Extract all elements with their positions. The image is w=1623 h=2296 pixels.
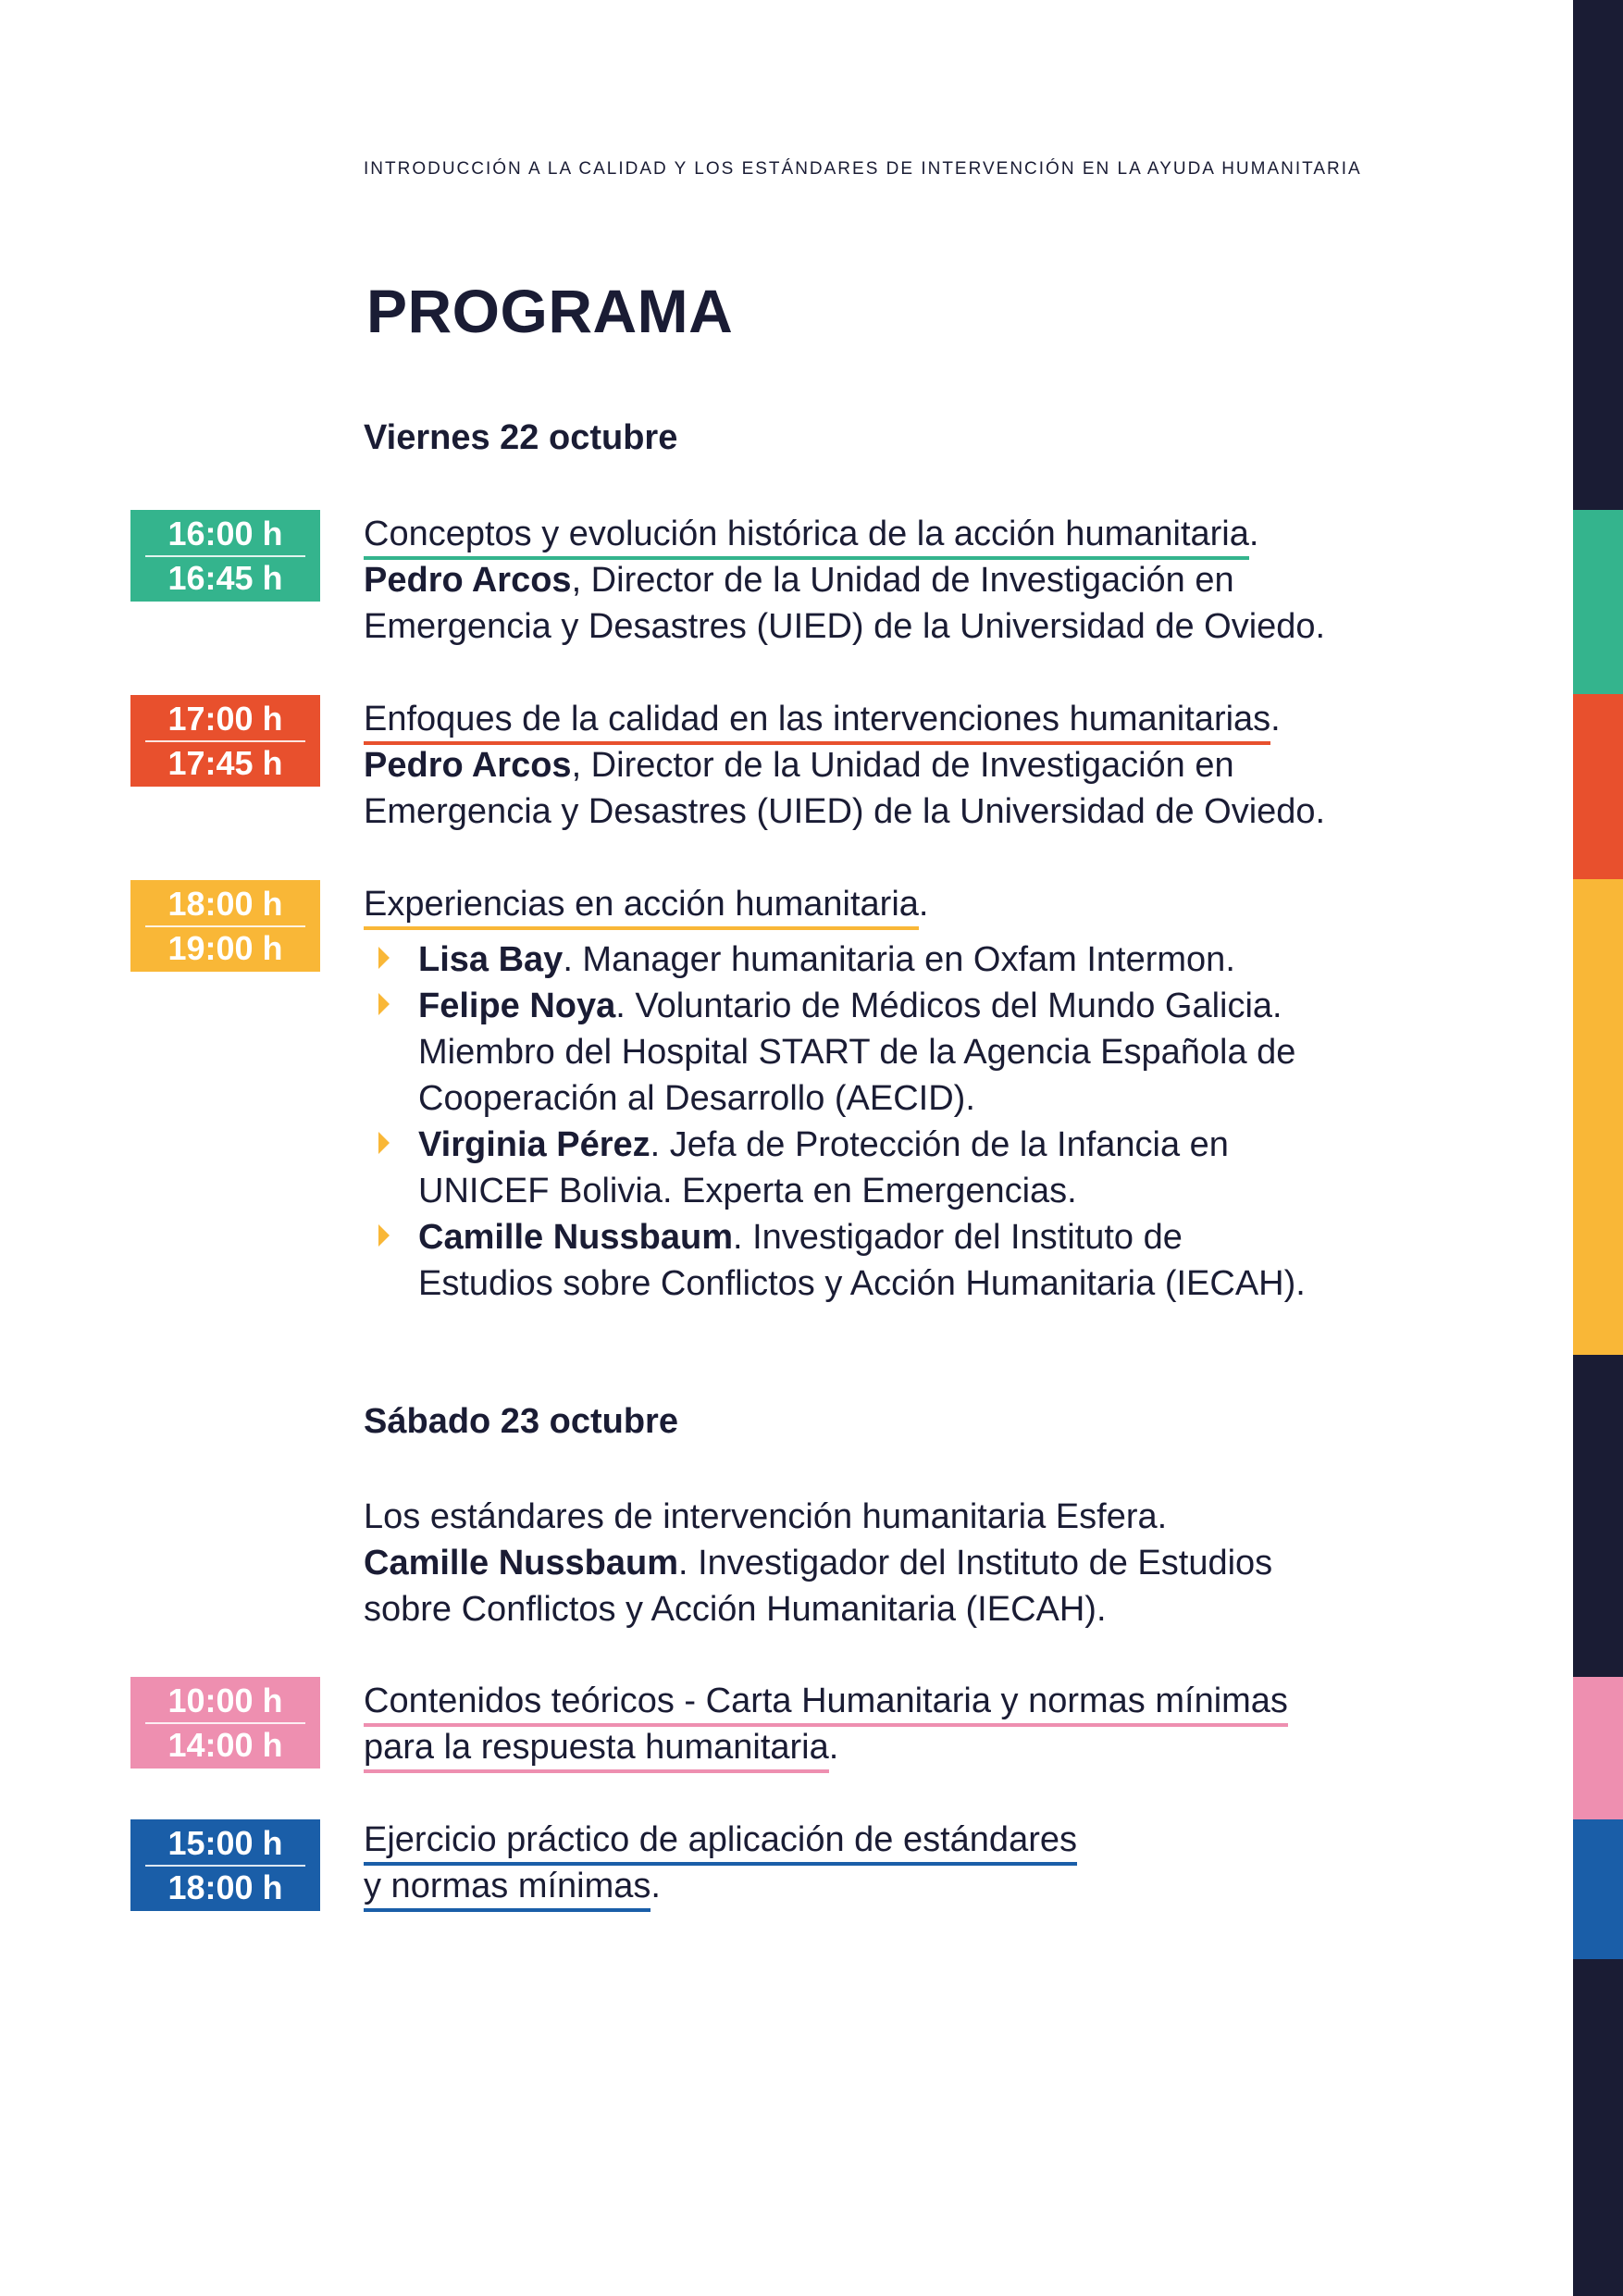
time-start: 17:00 h: [167, 700, 283, 738]
session-title-line: [364, 881, 1474, 927]
speaker-name: Pedro Arcos: [364, 561, 572, 600]
speaker-name: Felipe Noya: [418, 987, 616, 1025]
sidebar-segment-blue: [1573, 1819, 1623, 1959]
bullet-arrow-icon: [378, 1132, 390, 1154]
title-period: .: [828, 1728, 839, 1767]
time-end: 17:45 h: [167, 744, 283, 782]
speaker-role: . Manager humanitaria en Oxfam Intermon.: [563, 940, 1235, 979]
speaker-role: . Jefa de Protección de la Infancia en: [650, 1125, 1229, 1164]
time-start: 16:00 h: [167, 515, 283, 552]
title-period: .: [1270, 700, 1281, 738]
speaker-role: , Director de la Unidad de Investigación en: [571, 746, 1234, 785]
time-badge-1000: [130, 1677, 320, 1769]
time-end: 18:00 h: [167, 1868, 283, 1906]
speaker-role-cont: Emergencia y Desastres (UIED) de la Universidad de Oviedo.: [364, 792, 1326, 831]
speaker-role-cont: Cooperación al Desarrollo (AECID).: [418, 1079, 975, 1118]
session-title-line: [364, 1863, 1474, 1909]
sidebar-segment-navy: [1573, 0, 1623, 510]
speaker-name: Virginia Pérez: [418, 1125, 650, 1164]
speaker-role-cont: UNICEF Bolivia. Experta en Emergencias.: [418, 1172, 1077, 1210]
session-title-line: [364, 511, 1474, 557]
title-period: .: [650, 1867, 661, 1905]
session-conceptos: [364, 511, 1474, 650]
speaker-line: [364, 1540, 1474, 1586]
speaker-name: Camille Nussbaum: [364, 1544, 678, 1582]
session-title: Ejercicio práctico de aplicación de estándares: [364, 1820, 1077, 1866]
bullet-arrow-icon: [378, 993, 390, 1015]
title-period: .: [918, 885, 929, 924]
speaker-role-cont: Estudios sobre Conflictos y Acción Humanitaria (IECAH).: [418, 1264, 1306, 1303]
time-end: 14:00 h: [167, 1726, 283, 1764]
time-badge-1600: [130, 510, 320, 602]
speaker-role: . Investigador del Instituto de Estudios: [678, 1544, 1273, 1582]
session-title: Experiencias en acción humanitaria: [364, 885, 919, 930]
time-end: 19:00 h: [167, 929, 283, 967]
list-item: [364, 937, 1474, 983]
session-esfera-intro: [364, 1494, 1474, 1632]
list-item: [364, 1214, 1474, 1307]
page-title: PROGRAMA: [366, 277, 734, 345]
speaker-role-cont: Emergencia y Desastres (UIED) de la Universidad de Oviedo.: [364, 607, 1326, 646]
session-contenidos: [364, 1678, 1474, 1770]
sidebar-segment-yellow: [1573, 879, 1623, 1355]
time-start: 10:00 h: [167, 1682, 283, 1719]
session-title: Los estándares de intervención humanitaria Esfera.: [364, 1497, 1168, 1536]
session-title-line: [364, 1724, 1474, 1770]
speaker-role: , Director de la Unidad de Investigación en: [571, 561, 1234, 600]
speaker-line: [364, 557, 1474, 603]
session-ejercicio: [364, 1817, 1474, 1909]
color-sidebar: [1573, 0, 1623, 2296]
speaker-line: [364, 742, 1474, 788]
sidebar-segment-pink: [1573, 1677, 1623, 1819]
session-title-cont: para la respuesta humanitaria: [364, 1728, 829, 1773]
session-title-line: [364, 1678, 1474, 1724]
time-badge-1700: [130, 695, 320, 787]
speaker-role-cont: sobre Conflictos y Acción Humanitaria (IECAH).: [364, 1590, 1107, 1629]
speaker-name: Lisa Bay: [418, 940, 564, 979]
time-start: 15:00 h: [167, 1824, 283, 1862]
sidebar-segment-orange: [1573, 694, 1623, 879]
session-title: Enfoques de la calidad en las intervenciones humanitarias: [364, 700, 1270, 745]
speaker-name: Pedro Arcos: [364, 746, 572, 785]
session-title-line: [364, 696, 1474, 742]
bullet-arrow-icon: [378, 947, 390, 969]
speaker-name: Camille Nussbaum: [418, 1218, 733, 1257]
speaker-role: . Investigador del Instituto de: [733, 1218, 1183, 1257]
list-item: [364, 1122, 1474, 1214]
list-item: [364, 983, 1474, 1122]
session-title-cont: y normas mínimas: [364, 1867, 650, 1912]
sidebar-segment-navy-bottom: [1573, 1959, 1623, 2296]
time-end: 16:45 h: [167, 559, 283, 597]
title-period: .: [1248, 515, 1259, 553]
session-title-line: [364, 1817, 1474, 1863]
session-experiencias: [364, 881, 1474, 1307]
session-enfoques: [364, 696, 1474, 835]
running-header: INTRODUCCIÓN A LA CALIDAD Y LOS ESTÁNDARES DE INTERVENCIÓN EN LA AYUDA HUMANITARIA: [364, 159, 1362, 179]
time-badge-1800: [130, 880, 320, 972]
sidebar-segment-green: [1573, 510, 1623, 694]
session-title: Contenidos teóricos - Carta Humanitaria y normas mínimas: [364, 1682, 1288, 1727]
bullet-arrow-icon: [378, 1224, 390, 1247]
day-heading-friday: Viernes 22 octubre: [364, 418, 678, 457]
sidebar-segment-navy-mid: [1573, 1355, 1623, 1677]
time-start: 18:00 h: [167, 885, 283, 923]
time-badge-1500: [130, 1819, 320, 1911]
speaker-list: [364, 937, 1474, 1307]
day-heading-saturday: Sábado 23 octubre: [364, 1402, 678, 1441]
session-title: Conceptos y evolución histórica de la acción humanitaria: [364, 515, 1249, 560]
speaker-role-cont: Miembro del Hospital START de la Agencia Española de: [418, 1033, 1296, 1072]
speaker-role: . Voluntario de Médicos del Mundo Galicia.: [615, 987, 1282, 1025]
